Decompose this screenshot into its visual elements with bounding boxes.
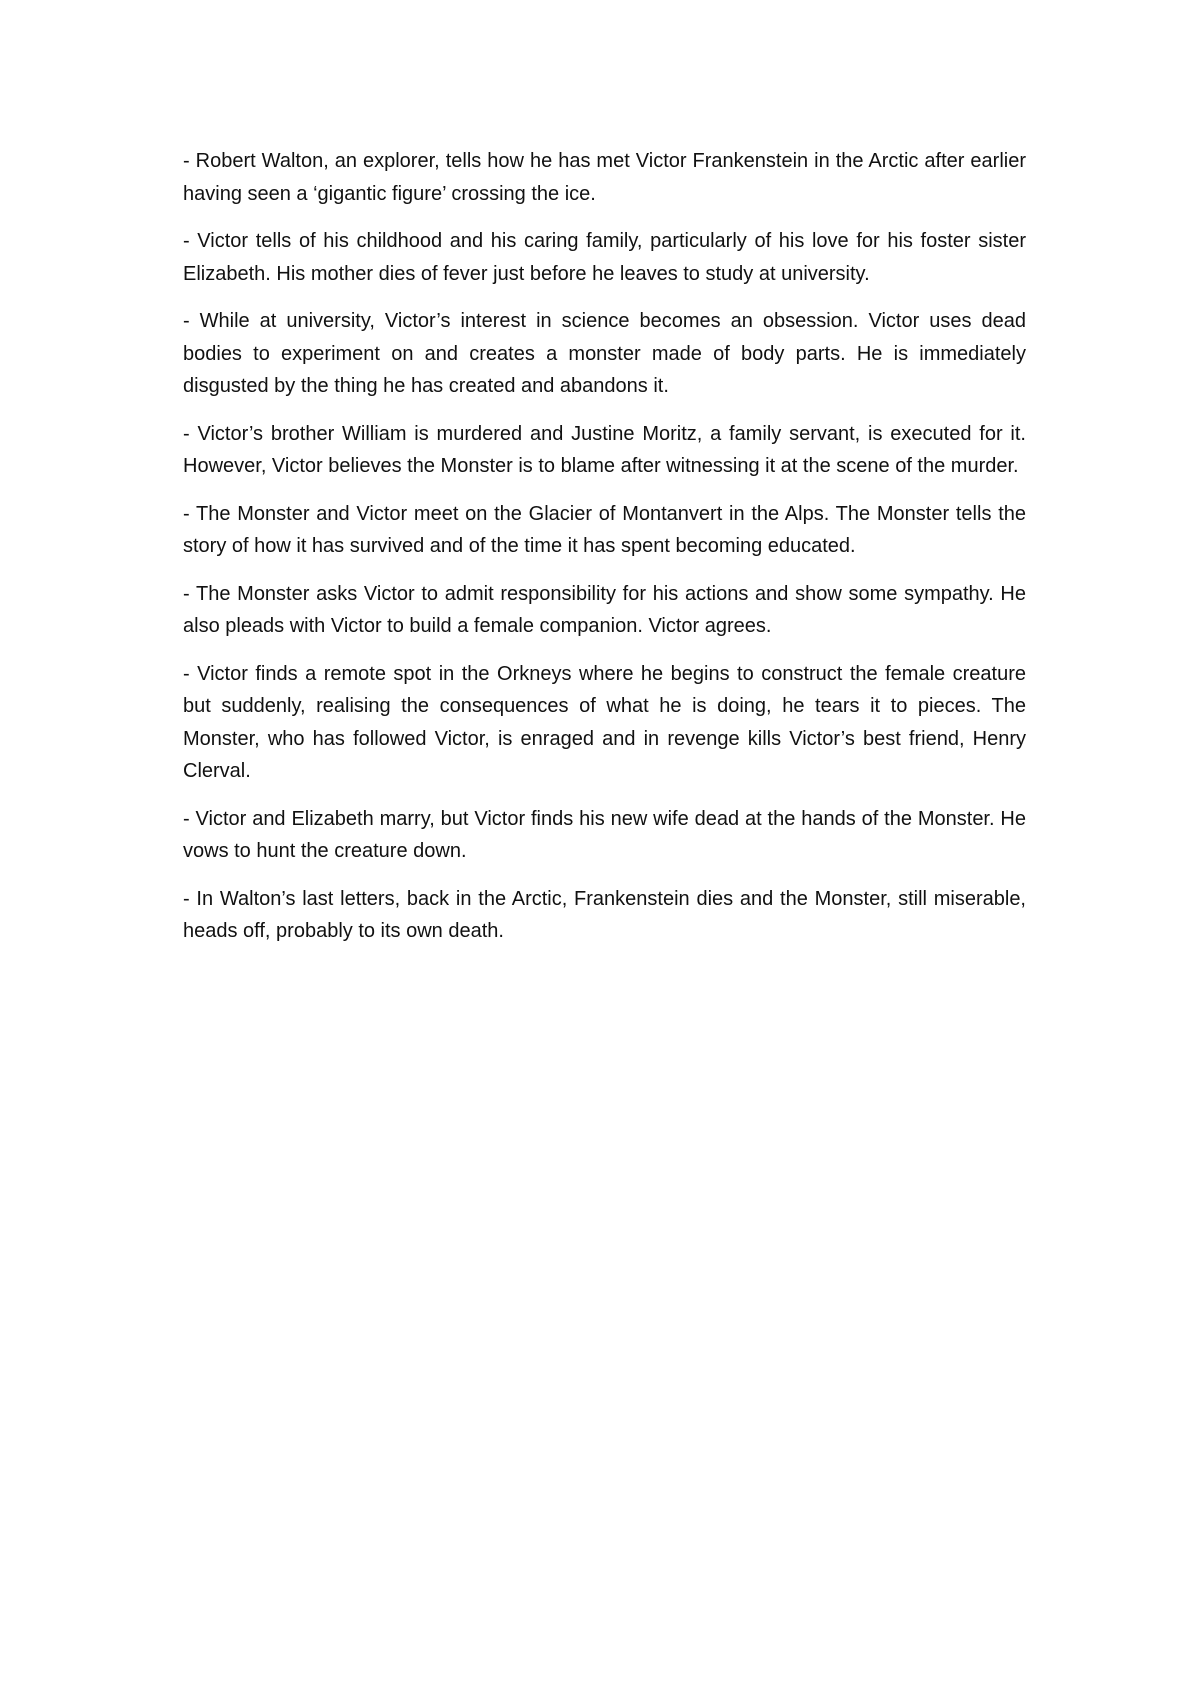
- summary-paragraph: - The Monster asks Victor to admit responsibility for his actions and show some sympathy. He also pleads with Victor to build a female companion. Victor agrees.: [183, 582, 1026, 637]
- summary-paragraph: - Victor finds a remote spot in the Orkneys where he begins to construct the female creature but suddenly, realising the consequences of what he is doing, he tears it to pieces. The Monster, who has followed Victor, is enraged and in revenge kills Victor’s best friend, Henry Clerval.: [183, 662, 1026, 782]
- document-body: [183, 145, 1026, 963]
- summary-paragraph: - Victor and Elizabeth marry, but Victor finds his new wife dead at the hands of the Monster. He vows to hunt the creature down.: [183, 807, 1026, 862]
- summary-paragraph: - While at university, Victor’s interest in science becomes an obsession. Victor uses dead bodies to experiment on and creates a monster made of body parts. He is immediately disgusted by the thing he has created and abandons it.: [183, 310, 1026, 397]
- summary-paragraph: - In Walton’s last letters, back in the Arctic, Frankenstein dies and the Monster, still miserable, heads off, probably to its own death.: [183, 887, 1026, 942]
- summary-paragraph: - Victor’s brother William is murdered and Justine Moritz, a family servant, is executed for it. However, Victor believes the Monster is to blame after witnessing it at the scene of the murder.: [183, 422, 1026, 477]
- summary-paragraph: - Robert Walton, an explorer, tells how he has met Victor Frankenstein in the Arctic after earlier having seen a ‘gigantic figure’ crossing the ice.: [183, 150, 1026, 205]
- summary-paragraph: - The Monster and Victor meet on the Glacier of Montanvert in the Alps. The Monster tells the story of how it has survived and of the time it has spent becoming educated.: [183, 502, 1026, 557]
- summary-paragraph: - Victor tells of his childhood and his caring family, particularly of his love for his foster sister Elizabeth. His mother dies of fever just before he leaves to study at university.: [183, 230, 1026, 285]
